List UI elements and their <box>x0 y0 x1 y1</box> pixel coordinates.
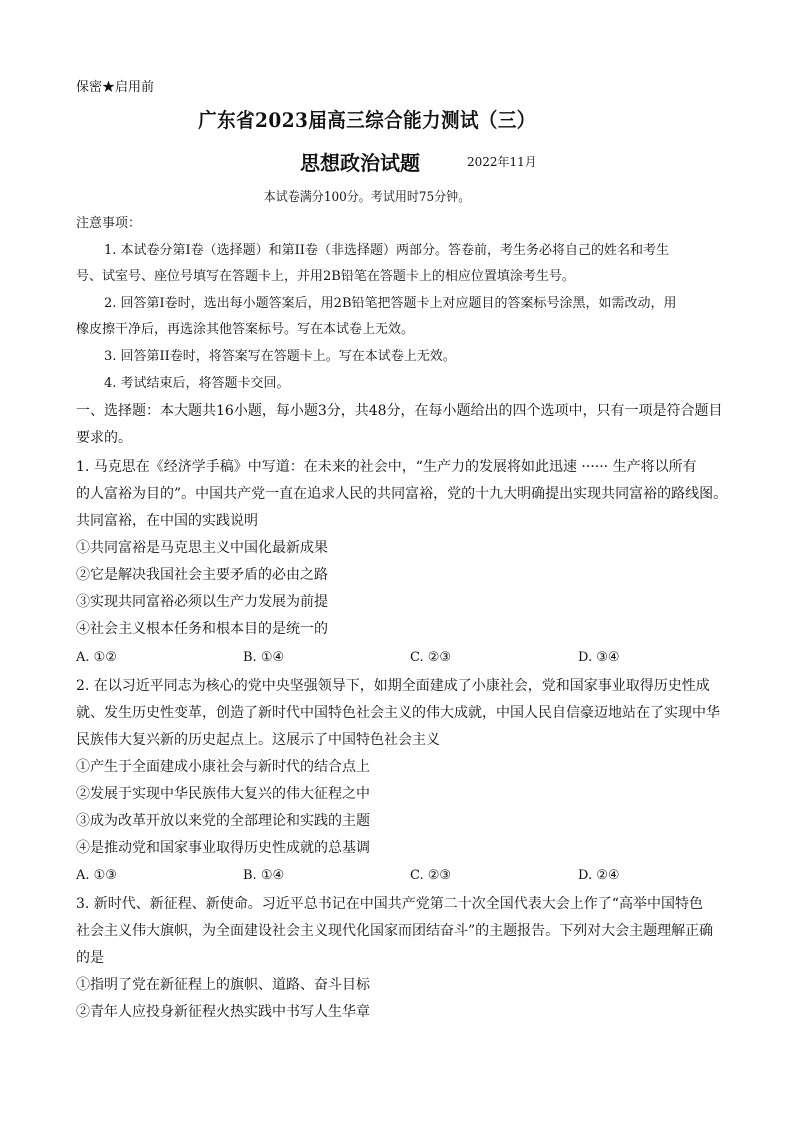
q1-statement-3: ③实现共同富裕必须以生产力发展为前提 <box>76 594 328 610</box>
q1-stem-line-3: 共同富裕，在中国的实践说明 <box>76 513 258 529</box>
q1-option-d: D. ③④ <box>578 650 620 665</box>
note-2-line-1: 2. 回答第I卷时，选出每小题答案后，用2B铅笔把答题卡上对应题目的答案标号涂黑，如需改动，用 <box>104 296 677 311</box>
q2-option-b: B. ①④ <box>243 868 285 883</box>
q2-statement-2: ②发展于实现中华民族伟大复兴的伟大征程之中 <box>76 786 370 802</box>
q1-statement-1: ①共同富裕是马克思主义中国化最新成果 <box>76 540 328 556</box>
notes-heading: 注意事项： <box>76 216 142 231</box>
q3-statement-1: ①指明了党在新征程上的旗帜、道路、奋斗目标 <box>76 977 370 993</box>
score-line: 本试卷满分100分。考试用时75分钟。 <box>263 190 471 205</box>
q1-option-b: B. ①④ <box>243 650 285 665</box>
subject-title: 思想政治试题 <box>300 151 420 175</box>
q3-statement-2: ②青年人应投身新征程火热实践中书写人生华章 <box>76 1004 370 1020</box>
section-1-line-1: 一、选择题：本大题共16小题，每小题3分，共48分，在每小题给出的四个选项中，只有一项是符合题目 <box>76 403 723 419</box>
note-3: 3. 回答第II卷时，将答案写在答题卡上。写在本试卷上无效。 <box>104 349 456 364</box>
q1-stem-line-2: 的人富裕为目的”。中国共产党一直在追求人民的共同富裕，党的十九大明确提出实现共同富裕的路线图。 <box>76 486 728 502</box>
q2-statement-4: ④是推动党和国家事业取得历史性成就的总基调 <box>76 840 370 856</box>
q2-stem-line-2: 就、发生历史性变革，创造了新时代中国特色社会主义的伟大成就，中国人民自信豪迈地站在了实现中华 <box>76 705 720 721</box>
q2-statement-3: ③成为改革开放以来党的全部理论和实践的主题 <box>76 813 370 829</box>
section-1-line-2: 要求的。 <box>76 430 132 446</box>
q2-option-a: A. ①③ <box>76 868 117 883</box>
q1-option-c: C. ②③ <box>410 650 452 665</box>
note-4: 4. 考试结束后，将答题卡交回。 <box>104 376 290 391</box>
q3-stem-line-3: 的是 <box>76 950 104 966</box>
q2-statement-1: ①产生于全面建成小康社会与新时代的结合点上 <box>76 759 370 775</box>
exam-title: 广东省2023届高三综合能力测试（三） <box>198 108 536 132</box>
q2-option-d: D. ②④ <box>578 868 620 883</box>
q2-stem-line-3: 民族伟大复兴新的历史起点上。这展示了中国特色社会主义 <box>76 732 440 748</box>
q2-stem-line-1: 2. 在以习近平同志为核心的党中央坚强领导下，如期全面建成了小康社会，党和国家事业取得历史性成 <box>76 678 710 694</box>
q3-stem-line-1: 3. 新时代、新征程、新使命。习近平总书记在中国共产党第二十次全国代表大会上作了“高举中国特色 <box>76 896 703 912</box>
note-1-line-1: 1. 本试卷分第I卷（选择题）和第II卷（非选择题）两部分。答卷前，考生务必将自己的姓名和考生 <box>104 243 669 258</box>
exam-date: 2022年11月 <box>467 155 537 169</box>
q1-statement-2: ②它是解决我国社会主要矛盾的必由之路 <box>76 567 328 583</box>
q2-option-c: C. ②③ <box>410 868 452 883</box>
note-2-line-2: 橡皮擦干净后，再选涂其他答案标号。写在本试卷上无效。 <box>76 322 415 337</box>
q3-stem-line-2: 社会主义伟大旗帜，为全面建设社会主义现代化国家而团结奋斗”的主题报告。下列对大会主题理解正确 <box>76 923 714 939</box>
q1-stem-line-1: 1. 马克思在《经济学手稿》中写道：在未来的社会中，“生产力的发展将如此迅速 ······ 生产将以所有 <box>76 459 697 475</box>
note-1-line-2: 号、试室号、座位号填写在答题卡上，并用2B铅笔在答题卡上的相应位置填涂考生号。 <box>76 269 575 284</box>
confidential-label: 保密★启用前 <box>76 80 155 95</box>
q1-statement-4: ④社会主义根本任务和根本目的是统一的 <box>76 621 328 637</box>
q1-option-a: A. ①② <box>76 650 117 665</box>
